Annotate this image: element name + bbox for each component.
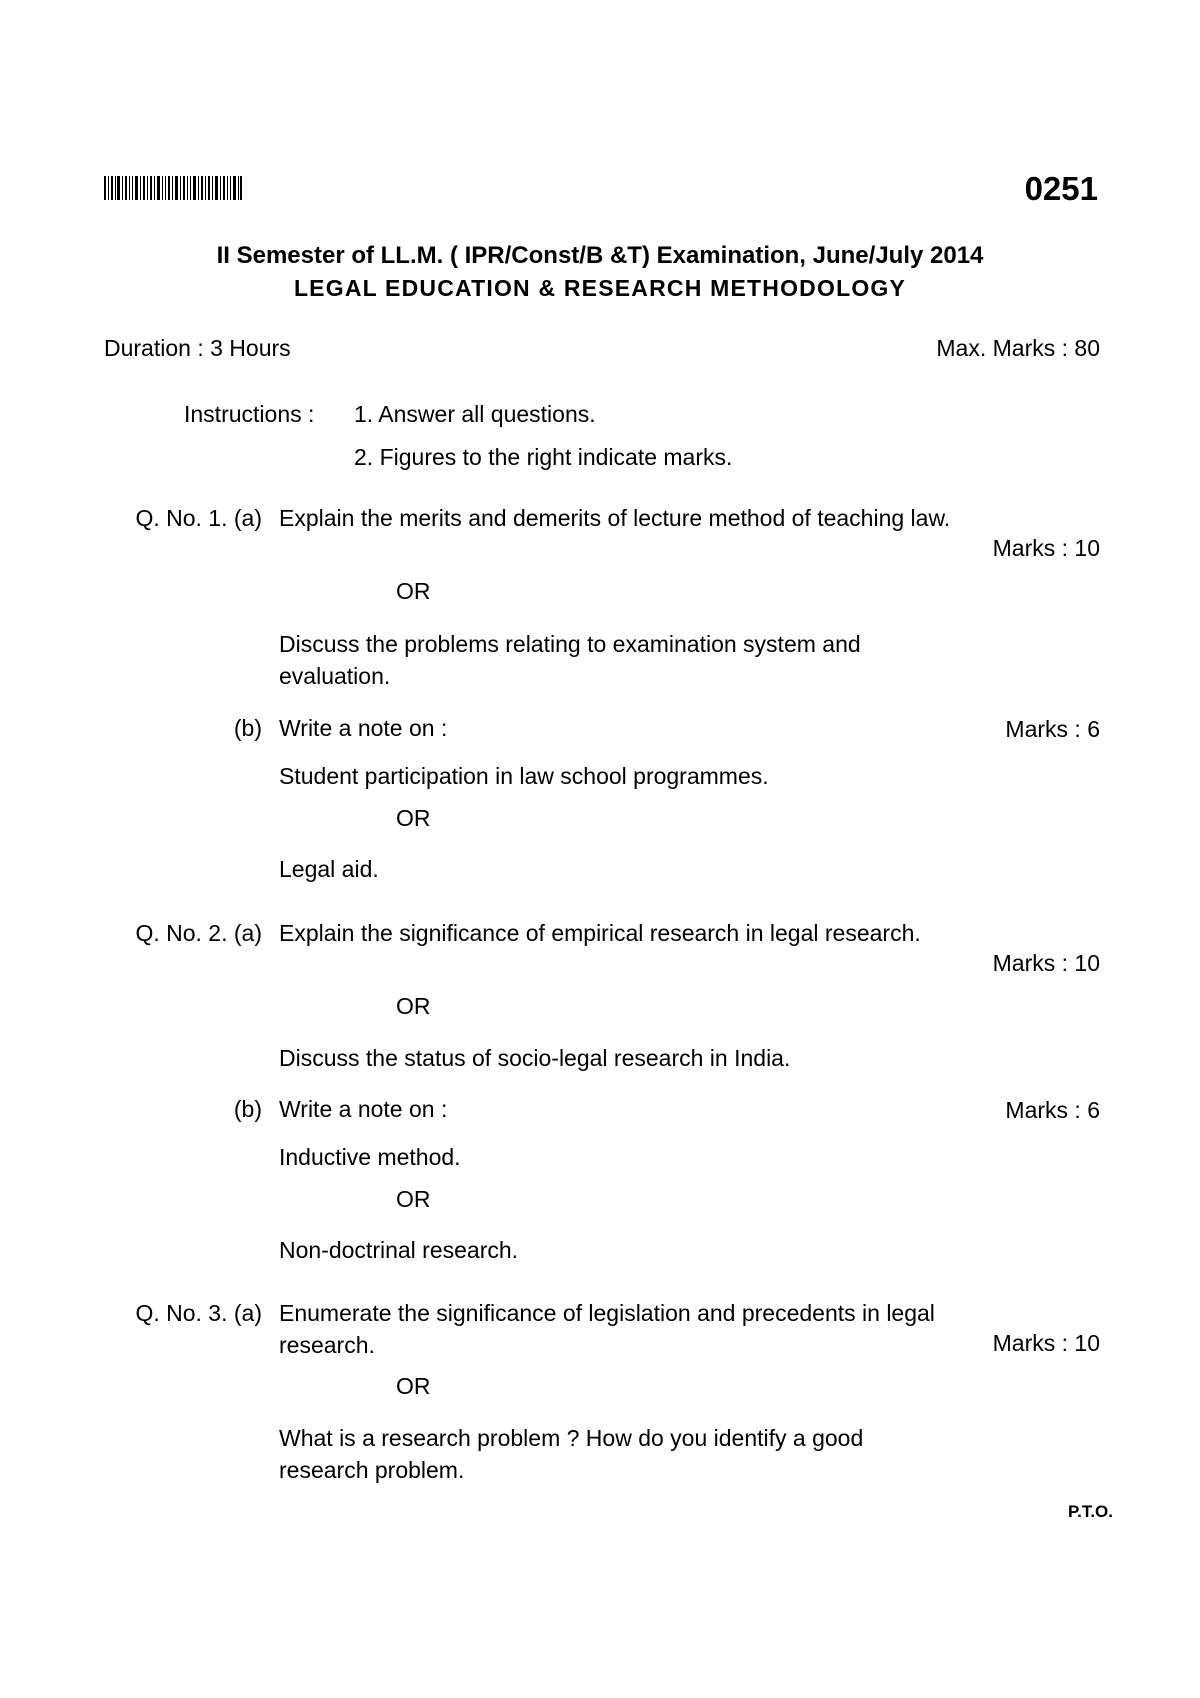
subquestion-prompt: Write a note on :: [279, 715, 448, 741]
paper-code: 0251: [1024, 170, 1098, 207]
question-alternative: Discuss the status of socio-legal research in India.: [279, 1045, 791, 1071]
question-number: Q. No. 3. (a): [135, 1300, 262, 1326]
instructions-label: Instructions :: [184, 401, 315, 427]
subquestion-option: Legal aid.: [279, 856, 379, 882]
duration: Duration : 3 Hours: [104, 335, 291, 361]
exam-title: II Semester of LL.M. ( IPR/Const/B &T) Examination, June/July 2014: [216, 242, 984, 269]
subquestion-option: Non-doctrinal research.: [279, 1237, 519, 1263]
question-number: Q. No. 2. (a): [135, 920, 262, 946]
question-text: Enumerate the significance of legislation and precedents in legal research.: [279, 1300, 935, 1358]
question-text: Explain the significance of empirical research in legal research.: [279, 920, 921, 946]
question-marks: Marks : 10: [992, 1330, 1100, 1356]
or-separator: OR: [396, 1373, 431, 1399]
question-marks: Marks : 10: [992, 535, 1100, 561]
question-marks: Marks : 10: [992, 950, 1100, 976]
subquestion-option: Student participation in law school programmes.: [279, 763, 769, 789]
or-separator: OR: [396, 1186, 431, 1212]
subquestion-option: Inductive method.: [279, 1144, 461, 1170]
subquestion-label: (b): [233, 1096, 262, 1122]
subquestion-marks: Marks : 6: [1005, 716, 1100, 742]
instruction-item: 1. Answer all questions.: [354, 401, 596, 427]
question-alternative: Discuss the problems relating to examination system and evaluation.: [279, 631, 861, 689]
or-separator: OR: [396, 805, 431, 831]
subquestion-label: (b): [233, 715, 262, 741]
or-separator: OR: [396, 578, 431, 604]
instruction-item: 2. Figures to the right indicate marks.: [354, 444, 733, 470]
subquestion-marks: Marks : 6: [1005, 1097, 1100, 1123]
page-turn-note: P.T.O.: [1067, 1502, 1113, 1521]
max-marks: Max. Marks : 80: [936, 335, 1100, 361]
barcode: [104, 176, 242, 200]
subquestion-prompt: Write a note on :: [279, 1096, 448, 1122]
subject-title: LEGAL EDUCATION & RESEARCH METHODOLOGY: [293, 275, 907, 301]
question-alternative: What is a research problem ? How do you identify a good research problem.: [279, 1425, 864, 1483]
question-number: Q. No. 1. (a): [135, 505, 262, 531]
or-separator: OR: [396, 993, 431, 1019]
question-text: Explain the merits and demerits of lecture method of teaching law.: [279, 505, 951, 531]
